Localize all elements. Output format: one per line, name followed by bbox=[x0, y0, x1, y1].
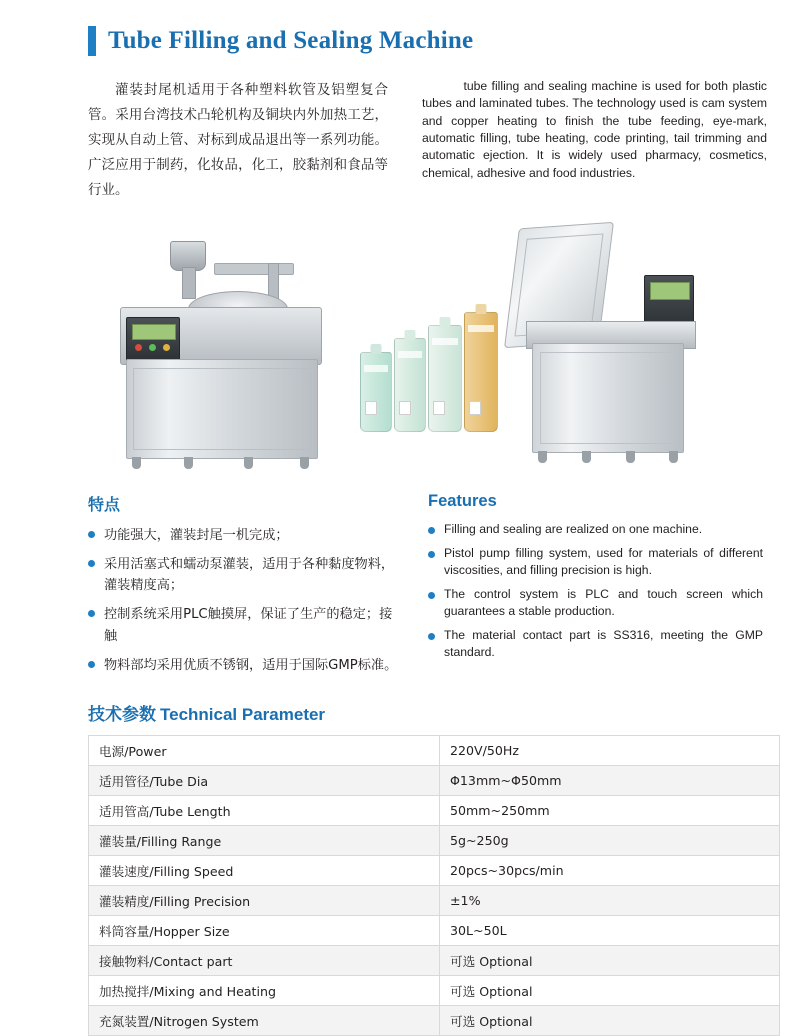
machine-photo-right bbox=[512, 217, 712, 475]
tech-parameter-heading bbox=[0, 684, 800, 735]
tube-label bbox=[364, 365, 388, 372]
table-row bbox=[89, 795, 780, 825]
table-cell-key: 料筒容量/Hopper Size bbox=[89, 915, 440, 945]
tube-item bbox=[464, 312, 498, 432]
tech-parameter-table bbox=[88, 735, 780, 1036]
table-cell-value: 30L~50L bbox=[440, 915, 780, 945]
list-item: 功能强大，灌装封尾一机完成； bbox=[88, 525, 398, 547]
table-cell-value: 50mm~250mm bbox=[440, 795, 780, 825]
table-row bbox=[89, 945, 780, 975]
table-cell-key: 电源/Power bbox=[89, 735, 440, 765]
tubes-photo bbox=[360, 312, 505, 432]
tube-cap bbox=[440, 317, 451, 327]
tech-heading-english: Technical Parameter bbox=[160, 704, 326, 724]
tube-item bbox=[360, 352, 392, 432]
table-row bbox=[89, 765, 780, 795]
machine-cabinet-shape bbox=[532, 343, 684, 453]
tube-label-block bbox=[399, 401, 411, 415]
table-cell-key: 灌装速度/Filling Speed bbox=[89, 855, 440, 885]
panel-button-shape bbox=[149, 344, 156, 351]
machine-legs-shape bbox=[132, 457, 310, 471]
tube-label bbox=[468, 325, 494, 332]
column-shape bbox=[182, 267, 196, 299]
list-item: 采用活塞式和蠕动泵灌装，适用于各种黏度物料，灌装精度高； bbox=[88, 554, 398, 598]
control-panel-shape bbox=[126, 317, 180, 361]
page-title bbox=[0, 0, 800, 56]
table-row bbox=[89, 1005, 780, 1035]
tube-label-block bbox=[365, 401, 377, 415]
machine-cabinet-shape bbox=[126, 359, 318, 459]
list-item: 物料部均采用优质不锈钢，适用于国际GMP标准。 bbox=[88, 655, 398, 677]
table-cell-key: 充氮装置/Nitrogen System bbox=[89, 1005, 440, 1035]
features-list-english bbox=[428, 521, 763, 662]
tube-item bbox=[428, 325, 462, 432]
list-item: Filling and sealing are realized on one machine. bbox=[428, 521, 763, 538]
table-row bbox=[89, 975, 780, 1005]
table-cell-value: 可选 Optional bbox=[440, 945, 780, 975]
arm-shape bbox=[214, 263, 294, 275]
tube-label-block bbox=[433, 401, 445, 415]
list-item: 控制系统采用PLC触摸屏，保证了生产的稳定；接触 bbox=[88, 604, 398, 648]
tube-label-block bbox=[469, 401, 481, 415]
features-english bbox=[428, 492, 763, 684]
page-title-text: Tube Filling and Sealing Machine bbox=[108, 27, 474, 54]
tube-label bbox=[398, 351, 422, 358]
table-cell-key: 接触物料/Contact part bbox=[89, 945, 440, 975]
table-row bbox=[89, 825, 780, 855]
table-cell-key: 加热搅拌/Mixing and Heating bbox=[89, 975, 440, 1005]
table-cell-value: 20pcs~30pcs/min bbox=[440, 855, 780, 885]
features-heading-chinese: 特点 bbox=[88, 494, 121, 514]
table-row bbox=[89, 885, 780, 915]
table-cell-value: 220V/50Hz bbox=[440, 735, 780, 765]
table-cell-value: Φ13mm~Φ50mm bbox=[440, 765, 780, 795]
intro-paragraph-chinese: 灌装封尾机适用于各种塑料软管及铝塑复合管。采用台湾技术凸轮机构及铜块内外加热工艺，实现从自动上管、对标到成品退出等一系列功能。广泛应用于制药，化妆品，化工，胶黏剂和食品等行业。 bbox=[88, 82, 388, 198]
arm-vertical-shape bbox=[268, 263, 279, 299]
list-item: The control system is PLC and touch screen which guarantees a stable production. bbox=[428, 586, 763, 620]
table-row bbox=[89, 915, 780, 945]
intro-section bbox=[0, 56, 800, 203]
features-list-chinese bbox=[88, 525, 398, 677]
table-cell-value: 可选 Optional bbox=[440, 1005, 780, 1035]
table-cell-key: 灌装量/Filling Range bbox=[89, 825, 440, 855]
table-cell-key: 灌装精度/Filling Precision bbox=[89, 885, 440, 915]
table-cell-value: 可选 Optional bbox=[440, 975, 780, 1005]
product-photos bbox=[0, 217, 800, 482]
table-cell-key: 适用管高/Tube Length bbox=[89, 795, 440, 825]
tube-cap bbox=[371, 344, 382, 354]
features-chinese bbox=[88, 492, 398, 684]
panel-button-shape bbox=[163, 344, 170, 351]
tube-label bbox=[432, 338, 458, 345]
tech-heading-chinese: 技术参数 bbox=[88, 704, 156, 725]
machine-legs-shape bbox=[538, 451, 678, 465]
table-cell-value: 5g~250g bbox=[440, 825, 780, 855]
title-accent-bar bbox=[88, 26, 96, 56]
panel-screen-shape bbox=[132, 324, 176, 340]
list-item: Pistol pump filling system, used for materials of different viscosities, and filling precision is high. bbox=[428, 545, 763, 579]
table-row bbox=[89, 735, 780, 765]
features-section bbox=[0, 482, 800, 684]
tube-item bbox=[394, 338, 426, 432]
table-cell-value: ±1% bbox=[440, 885, 780, 915]
tube-cap bbox=[405, 330, 416, 340]
intro-paragraph-english: tube filling and sealing machine is used for both plastic tubes and laminated tubes. The technology used is cam system and copper heating to finish the tube feeding, eye-mark, automatic filling, tube heating, code printing, tail trimming and automatic ejection. It is widely used pharmacy, cosmetics, chemical, adhesive and food industries. bbox=[422, 79, 767, 180]
machine-photo-left bbox=[118, 229, 333, 474]
features-heading-english: Features bbox=[428, 491, 497, 510]
panel-screen-shape bbox=[650, 282, 690, 300]
table-row bbox=[89, 855, 780, 885]
tube-cap bbox=[476, 304, 487, 314]
table-cell-key: 适用管径/Tube Dia bbox=[89, 765, 440, 795]
list-item: The material contact part is SS316, meeting the GMP standard. bbox=[428, 627, 763, 661]
panel-button-shape bbox=[135, 344, 142, 351]
